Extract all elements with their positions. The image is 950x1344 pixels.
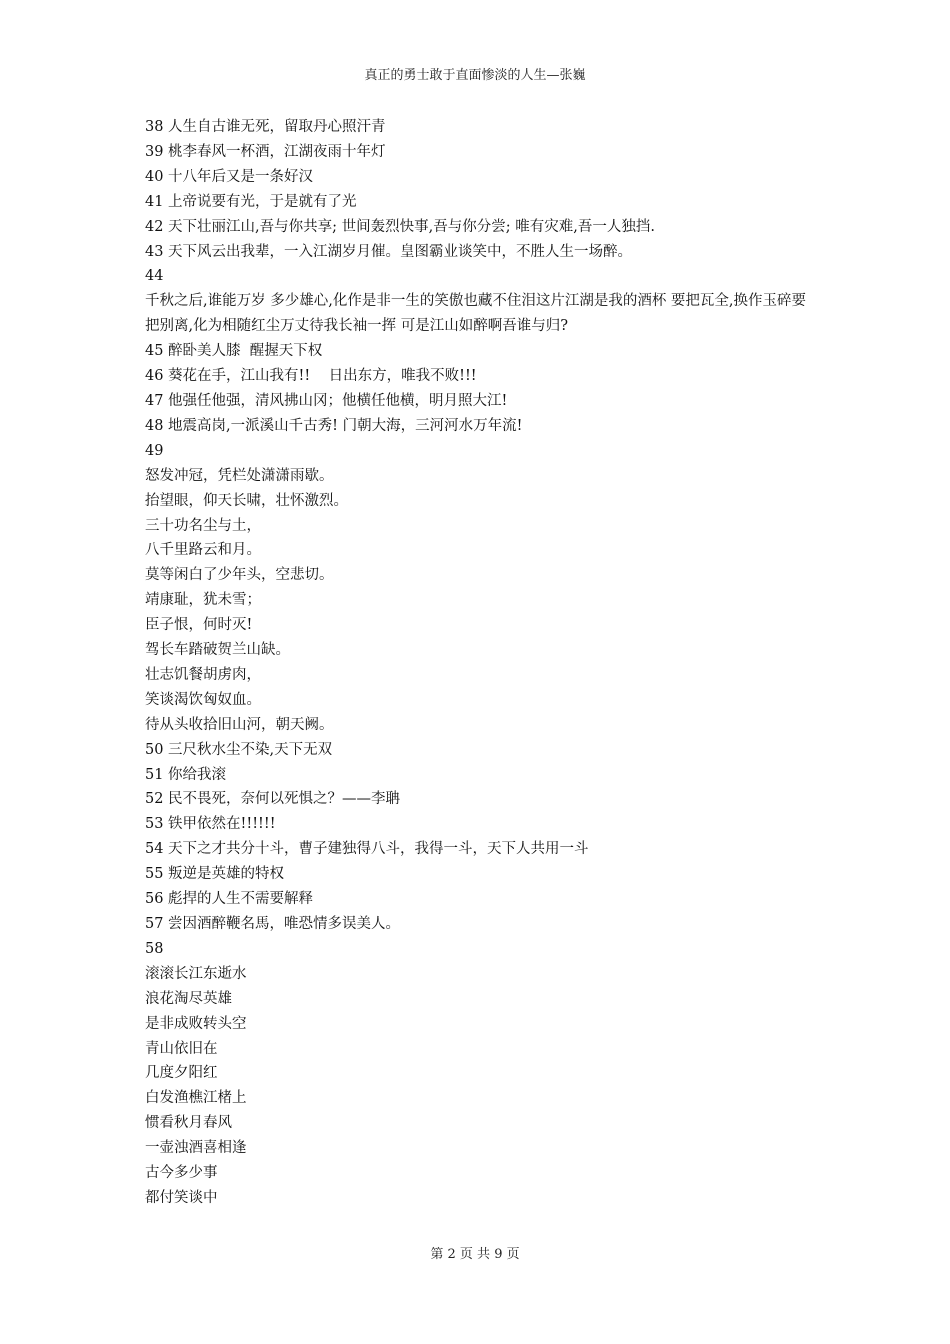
text-line: 是非成败转头空 xyxy=(145,1015,247,1032)
text-line: 都付笑谈中 xyxy=(145,1189,218,1206)
text-line: 抬望眼，仰天长啸，壮怀激烈。 xyxy=(145,492,348,509)
text-line: 八千里路云和月。 xyxy=(145,542,261,559)
text-line: 莫等闲白了少年头，空悲切。 xyxy=(145,567,334,584)
text-line: 45 醉卧美人膝 醒握天下权 xyxy=(145,343,323,360)
text-line: 壮志饥餐胡虏肉， xyxy=(145,666,261,683)
text-line: 54 天下之才共分十斗，曹子建独得八斗，我得一斗，天下人共用一斗 xyxy=(145,841,589,858)
text-line: 怒发冲冠，凭栏处潇潇雨歇。 xyxy=(145,467,334,484)
text-line: 47 他强任他强，清风拂山冈；他横任他横，明月照大江! xyxy=(145,392,508,409)
text-line: 三十功名尘与土， xyxy=(145,517,261,534)
text-line: 49 xyxy=(145,442,164,459)
text-line: 笑谈渴饮匈奴血。 xyxy=(145,691,261,708)
text-line: 驾长车踏破贺兰山缺。 xyxy=(145,642,290,659)
text-line: 靖康耻，犹未雪； xyxy=(145,592,261,609)
text-line: 52 民不畏死，奈何以死惧之？——李聃 xyxy=(145,791,401,808)
text-line: 51 你给我滚 xyxy=(145,766,227,783)
text-line: 43 天下风云出我辈，一入江湖岁月催。皇图霸业谈笑中，不胜人生一场醉。 xyxy=(145,243,633,260)
text-line: 44 xyxy=(145,268,164,285)
text-line: 惯看秋月春风 xyxy=(145,1115,232,1132)
document-body xyxy=(145,115,815,1211)
text-line: 滚滚长江东逝水 xyxy=(145,965,247,982)
text-line: 几度夕阳红 xyxy=(145,1065,218,1082)
text-line: 57 尝因酒醉鞭名馬，唯恐情多误美人。 xyxy=(145,916,401,932)
text-line: 待从头收拾旧山河，朝天阙。 xyxy=(145,716,334,733)
text-line: 53 铁甲依然在!!!!!! xyxy=(145,816,276,833)
text-line: 40 十八年后又是一条好汉 xyxy=(145,168,314,185)
text-line: 48 地震高岗,一派溪山千古秀! 门朝大海，三河河水万年流! xyxy=(145,417,523,434)
text-line: 55 叛逆是英雄的特权 xyxy=(145,866,285,883)
text-line: 一壶浊酒喜相逢 xyxy=(145,1140,247,1157)
page-footer: 第 2 页 共 9 页 xyxy=(430,1247,520,1262)
text-line: 浪花淘尽英雄 xyxy=(145,990,232,1007)
text-line: 白发渔樵江楮上 xyxy=(145,1090,247,1107)
text-line: 古今多少事 xyxy=(145,1165,218,1182)
text-line: 42 天下壮丽江山,吾与你共享; 世间轰烈快事,吾与你分尝; 唯有灾难,吾一人独挡. xyxy=(145,218,655,235)
page-header: 真正的勇士敢于直面惨淡的人生—张巍 xyxy=(364,68,586,83)
text-line: 39 桃李春风一杯酒，江湖夜雨十年灯 xyxy=(145,143,386,160)
text-line: 50 三尺秋水尘不染,天下无双 xyxy=(145,741,333,758)
text-line: 臣子恨，何时灭! xyxy=(145,617,253,634)
text-line: 38 人生自古谁无死，留取丹心照汗青 xyxy=(145,119,386,135)
text-line: 青山依旧在 xyxy=(145,1040,218,1057)
text-line: 46 葵花在手，江山我有!! 日出东方，唯我不败!!! xyxy=(145,368,477,385)
text-line: 41 上帝说要有光，于是就有了光 xyxy=(145,193,357,210)
text-line: 56 彪捍的人生不需要解释 xyxy=(145,891,314,908)
text-line: 千秋之后,谁能万岁 多少雄心,化作是非一生的笑傲也藏不住泪这片江湖是我的酒杯 要把瓦全,换作玉碎要把别离,化为相随红尘万丈待我长袖一挥 可是江山如醉啊吾谁与归? xyxy=(145,293,807,335)
text-line: 58 xyxy=(145,940,164,957)
